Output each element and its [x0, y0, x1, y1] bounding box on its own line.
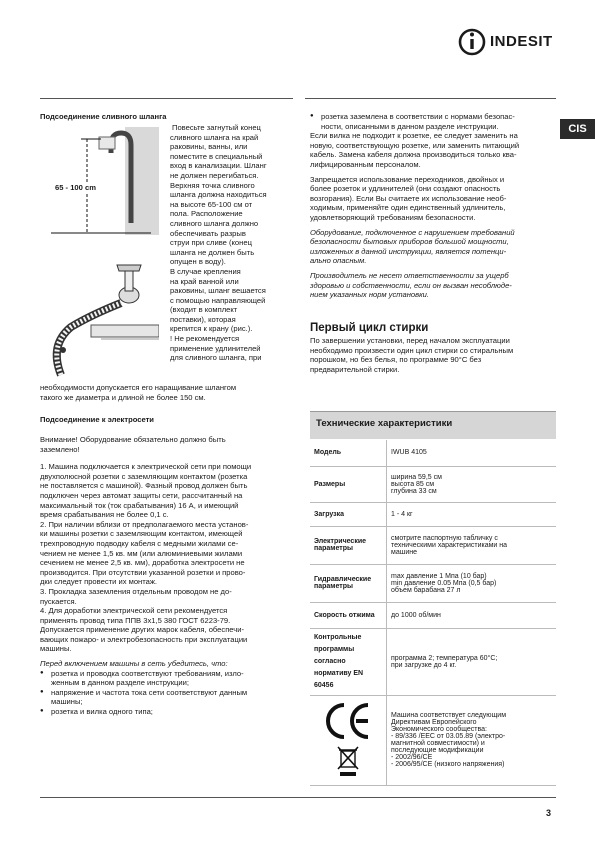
- danger-line-1: Оборудование, подключенное с нарушением требований: [310, 227, 515, 237]
- spec-value-line: ширина 59,5 см: [391, 473, 442, 481]
- drain-line-2: сливного шланга на край: [170, 132, 259, 142]
- check-item-1: [40, 669, 295, 688]
- item4-line-5: машины.: [40, 644, 72, 654]
- adapters-line-2: более розеток и удлинителей (они создают опасность: [310, 184, 501, 194]
- spec-key: Загрузка: [310, 502, 387, 526]
- drain-line-1: Повесьте загнутый конец: [172, 123, 261, 132]
- spec-value-line: IWUB 4105: [391, 449, 427, 457]
- electric-item-1: [40, 462, 295, 520]
- liability-line-1: Производитель не несет ответственности за ущерб: [310, 270, 509, 280]
- spec-value-line: при загрузке до 4 кг.: [391, 661, 457, 669]
- item2-line-2: ки машины розетки с заземляющим контактом, имеющей: [40, 529, 243, 539]
- spec-value-line: техническими характеристиками на: [391, 541, 508, 549]
- item1-line-4: подключен через автомат защиты сети, рассчитанный на: [40, 490, 243, 500]
- item2-line-3: трехпроводную подводку кабеля с медными жилами се-: [40, 538, 239, 548]
- spec-value: [387, 440, 557, 466]
- drain-line-21: поставки), которая: [170, 314, 236, 324]
- first-cycle-line-1: По завершении установки, перед началом эксплуатации: [310, 336, 510, 345]
- drain-line-16: В случае крепления: [170, 266, 241, 276]
- right-column-text: [310, 112, 556, 300]
- spec-row-compliance: [310, 695, 556, 785]
- drain-line-14: шланга не должен быть: [170, 247, 255, 257]
- check3-line-1: ● розетка и вилка одного типа;: [51, 707, 153, 717]
- drain-line-20: (входит в комплект: [170, 305, 238, 315]
- drain-line-25: для сливного шланга, при: [170, 353, 262, 363]
- spec-value: [387, 526, 557, 564]
- brand-logo: [458, 24, 576, 60]
- spec-value-line: объем барабана 27 л: [391, 586, 461, 594]
- drain-line-10: пола. Расположение: [170, 209, 243, 219]
- spec-row-spin: [310, 602, 556, 628]
- liability-line-3: нием указанных норм установки.: [310, 290, 430, 300]
- electric-heading: Подсоединение к электросети: [40, 415, 154, 424]
- drain-height-illustration: [41, 123, 159, 238]
- adapters-paragraph: [310, 175, 556, 223]
- spec-value-line: - 2006/95/CE (низкого напряжения): [391, 761, 505, 768]
- drain-line-24: применение удлинителей: [170, 343, 261, 353]
- spec-value-line: Директивам Европейского: [391, 719, 477, 726]
- item1-line-3: не поставляется с машиной). Фазный провод должен быть: [40, 481, 248, 491]
- liability-line-2: здоровью и собственности, если он вызван несоблюде-: [310, 280, 512, 290]
- check1-line-1: ● розетка и проводка соответствуют требованиям, изло-: [51, 668, 244, 678]
- first-cycle-line-2: необходимо произвести один цикл стирки со стиральным: [310, 345, 514, 355]
- page-number: 3: [546, 808, 552, 818]
- drain-line-15: опущен в воду).: [170, 257, 226, 267]
- top-rule-right: [305, 98, 556, 99]
- danger-paragraph: [310, 228, 556, 266]
- spec-value-line: Машина соответствует следующим: [391, 712, 507, 719]
- spec-value-line: max давление 1 Мпа (10 бар): [391, 572, 487, 580]
- first-cycle-line-3: порошком, но без белья, по программе 90°С без: [310, 355, 482, 365]
- drain-line-23: ! Не рекомендуется: [170, 334, 240, 344]
- item3-line-2: пускается.: [40, 596, 77, 606]
- drain-line-7: Верхняя точка сливного: [170, 180, 255, 190]
- spec-value-line: машине: [391, 548, 417, 556]
- drain-continuation: [40, 383, 295, 402]
- danger-line-3: изложенных в данной инструкции, является потенци-: [310, 246, 507, 256]
- drain-line-8: шланга должна находиться: [170, 190, 267, 200]
- check1-line-2: женным в данном разделе инструкции;: [51, 678, 189, 688]
- spec-key: Гидравлические параметры: [310, 564, 387, 602]
- danger-line-4: ально опасным.: [310, 256, 367, 266]
- drain-line-19: с помощью направляющей: [170, 295, 266, 305]
- spec-value-line: смотрите паспортную табличку с: [391, 534, 498, 542]
- drain-line-18: раковины, шланг вешается: [170, 286, 266, 296]
- spec-value-line: последующие модификации: [391, 747, 484, 754]
- brand-logo-icon: [458, 24, 488, 60]
- spec-row-test-programs: [310, 628, 556, 695]
- spec-key: Размеры: [310, 466, 387, 502]
- drain-line-3: раковины, ванны, или: [170, 142, 248, 152]
- drain-line-5: вход в канализации. Шланг: [170, 161, 267, 171]
- electric-item-3: [40, 587, 295, 606]
- drain-line-4: поместите в специальный: [170, 151, 263, 161]
- plug-line-3: кабель. Замена кабеля должна производиться только ква-: [310, 150, 517, 160]
- spec-value: [387, 628, 557, 695]
- spec-row-load: [310, 502, 556, 526]
- electric-body: [40, 435, 295, 717]
- warning-line-2: заземлено!: [40, 444, 80, 454]
- spec-value-line: до 1000 об/мин: [391, 611, 441, 619]
- adapters-line-5: удовлетворяющий требованиям безопасности.: [310, 212, 476, 222]
- spec-value-line: высота 85 см: [391, 480, 435, 488]
- section-tab: CIS: [560, 119, 595, 139]
- drain-line-6: не должен перегибаться.: [170, 170, 259, 180]
- plug-line-2: новую, соответствующую розетке, или заменить питающий: [310, 140, 520, 150]
- specs-table: [310, 440, 556, 786]
- compliance-marks: [310, 695, 387, 785]
- spec-value-line: 1 - 4 кг: [391, 510, 413, 518]
- specs-heading: Технические характеристики: [316, 418, 453, 429]
- item2-line-6: производится. При отсутствии указанной розетки и прово-: [40, 567, 246, 577]
- spec-row-electric: [310, 526, 556, 564]
- item2-line-5: сечением не менее 2,5 кв. мм), доработка электросети не: [40, 558, 245, 568]
- adapters-line-3: возгорания). Если Вы считаете их использование необ-: [310, 193, 507, 203]
- item1-line-5: максимальный ток (ток срабатывания) 16 А, и имеющий: [40, 500, 239, 510]
- plug-line-4: лифицированным персоналом.: [310, 159, 421, 169]
- drain-cont-line-2: такого же диаметра и длиной не более 150 см.: [40, 392, 206, 402]
- specs-header: [310, 411, 556, 439]
- spec-value-line: - 2002/96/CE: [391, 754, 433, 761]
- grounding-line-1: ● розетка заземлена в соответствии с нормами безопас-: [321, 112, 515, 121]
- spec-value: [387, 602, 557, 628]
- spec-value-line: Экономического сообщества:: [391, 726, 487, 733]
- drain-instructions: [170, 123, 295, 363]
- liability-paragraph: [310, 271, 556, 300]
- item1-line-1: 1. Машина подключается к электрической сети при помощи: [40, 462, 252, 472]
- spec-value-line: программа 2; температура 60°С;: [391, 654, 498, 662]
- spec-row-hydraulic: [310, 564, 556, 602]
- item2-line-7: дки следует провести их монтаж.: [40, 577, 158, 587]
- spec-value-line: глубина 33 см: [391, 487, 437, 495]
- item3-line-1: 3. Прокладка заземления отдельным проводом не до-: [40, 586, 232, 596]
- item4-line-2: применять провод типа ППВ 3х1,5 380 ГОСТ 6223-79.: [40, 615, 231, 625]
- spec-row-dimensions: [310, 466, 556, 502]
- spec-key: Электрические параметры: [310, 526, 387, 564]
- check2-line-2: машины;: [51, 697, 83, 707]
- check2-line-1: ● напряжение и частота тока сети соответствуют данным: [51, 687, 248, 697]
- item1-line-6: время срабатывания не более 0,1 с.: [40, 510, 169, 520]
- adapters-line-4: ходимым, применяйте один единственный удлинитель,: [310, 203, 506, 213]
- check-item-3: [40, 707, 295, 717]
- spec-value-line: магнитной совместимости) и: [391, 740, 485, 747]
- first-cycle-line-4: предварительной стирки.: [310, 364, 400, 374]
- before-connect-label: Перед включением машины в сеть убедитесь, что:: [40, 659, 228, 669]
- plug-paragraph: [310, 131, 556, 169]
- height-range-label: 65 - 100 cm: [55, 183, 96, 192]
- item1-line-2: двухполюсной розетки с заземляющим контактом (розетка: [40, 471, 248, 481]
- plug-line-1: Если вилка не подходит к розетке, ее следует заменить на: [310, 131, 518, 141]
- adapters-line-1: Запрещается использование переходников, двойных и: [310, 174, 505, 184]
- hose-on-tub-illustration: [41, 255, 159, 377]
- spec-value-line: min давление 0.05 Мпа (0,5 бар): [391, 579, 497, 587]
- electric-item-4: [40, 606, 295, 654]
- spec-value: [387, 466, 557, 502]
- spec-value: [387, 502, 557, 526]
- drain-heading: Подсоединение сливного шланга: [40, 112, 167, 121]
- grounding-line-2: ности, описанными в данном разделе инструкции.: [321, 121, 499, 131]
- spec-key: Скорость отжима: [310, 602, 387, 628]
- drain-line-12: обеспечивать разрыв: [170, 228, 246, 238]
- item2-line-1: 2. При наличии вблизи от предполагаемого места установ-: [40, 519, 249, 529]
- danger-line-2: безопасности бытовых приборов большой мощности,: [310, 237, 509, 247]
- drain-line-13: струи при сливе (конец: [170, 238, 252, 248]
- brand-name: INDESIT: [490, 33, 553, 50]
- item2-line-4: чением не менее 1,5 кв. мм (или алюминиевыми жилами: [40, 548, 243, 558]
- electric-item-2: [40, 520, 295, 587]
- spec-row-model: [310, 440, 556, 466]
- warning-line-1: Внимание! Оборудование обязательно должно быть: [40, 435, 226, 444]
- check-item-2: [40, 688, 295, 707]
- spec-value: [387, 695, 557, 785]
- spec-value: [387, 564, 557, 602]
- item4-line-1: 4. Для доработки электрической сети рекомендуется: [40, 606, 228, 616]
- drain-line-17: на край ванной или: [170, 276, 239, 286]
- spec-value-line: - 89/336 /ЕЕС от 03.05.89 (электро-: [391, 733, 506, 740]
- item4-line-3: Допускается применение других марок кабеля, обеспечи-: [40, 625, 245, 635]
- spec-key: Контрольные программы согласно нормативу EN 60456: [310, 628, 387, 695]
- first-cycle-text: [310, 336, 556, 374]
- spec-key: Модель: [310, 440, 387, 466]
- drain-line-22: крепится к крану (рис.).: [170, 324, 253, 334]
- electric-warning: [40, 435, 295, 454]
- weee-bin-icon: [338, 747, 358, 776]
- drain-line-11: сливного шланга должно: [170, 218, 259, 228]
- grounding-bullet: [310, 112, 556, 131]
- drain-line-9: на высоте 65-100 см от: [170, 199, 253, 209]
- drain-cont-line-1: необходимости допускается его наращивание шлангом: [40, 383, 237, 392]
- bottom-rule: [40, 797, 556, 798]
- ce-mark-icon: [320, 699, 376, 779]
- top-rule-left: [40, 98, 293, 99]
- first-cycle-heading: Первый цикл стирки: [310, 322, 429, 334]
- item4-line-4: вающих пожаро- и электробезопасность при эксплуатации: [40, 634, 248, 644]
